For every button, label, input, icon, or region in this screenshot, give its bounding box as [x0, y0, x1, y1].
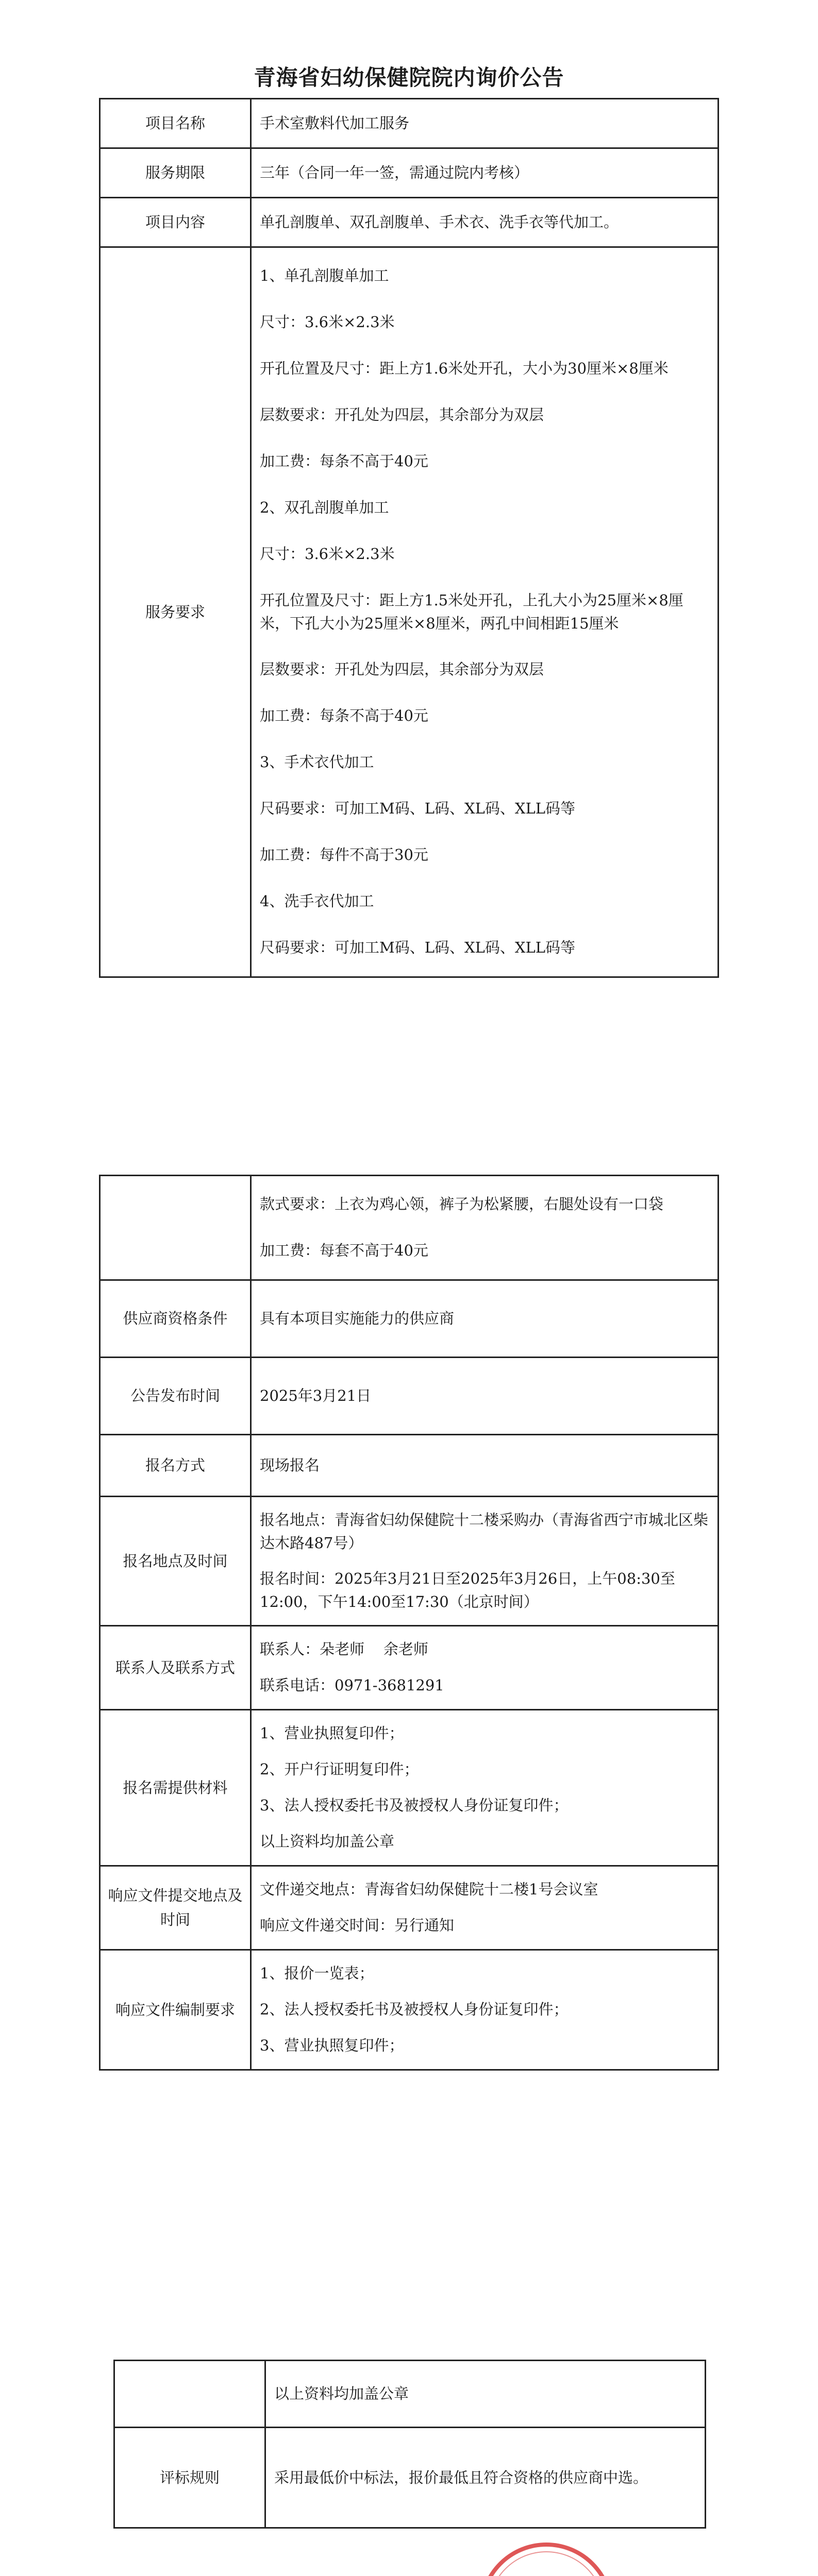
row-label: 报名地点及时间 — [100, 1497, 251, 1626]
row-value — [251, 1497, 719, 1626]
table-row — [100, 1866, 719, 1950]
row-value — [251, 1176, 719, 1280]
row-value — [251, 1280, 719, 1358]
row-label: 服务要求 — [100, 247, 251, 977]
row-line: 现场报名 — [260, 1456, 320, 1474]
row-label: 报名需提供材料 — [100, 1709, 251, 1866]
service-line: 尺寸：3.6米×2.3米 — [260, 313, 395, 331]
row-value — [251, 1866, 719, 1950]
supplier-info-table — [99, 1175, 719, 2071]
table-row — [100, 1435, 719, 1497]
row-label: 响应文件编制要求 — [100, 1950, 251, 2070]
table-row — [100, 1950, 719, 2070]
row-line: 3、法人授权委托书及被授权人身份证复印件； — [260, 1796, 569, 1814]
service-line: 层数要求：开孔处为四层，其余部分为双层 — [260, 406, 544, 423]
table-row — [100, 148, 719, 198]
table-row — [100, 247, 719, 977]
service-line: 开孔位置及尺寸：距上方1.6米处开孔，大小为30厘米×8厘米 — [260, 360, 669, 377]
service-line: 加工费：每件不高于30元 — [260, 845, 428, 863]
row-value — [251, 1625, 719, 1709]
row-value — [251, 1435, 719, 1497]
service-line: 尺寸：3.6米×2.3米 — [260, 545, 395, 563]
service-line: 尺码要求：可加工M码、L码、XL码、XLL码等 — [260, 799, 576, 817]
row-line: 以上资料均加盖公章 — [260, 1832, 395, 1850]
row-line: 1、报价一览表； — [260, 1964, 374, 1982]
evaluation-table — [113, 2360, 706, 2529]
seal-graphic — [483, 2547, 609, 2576]
service-line: 开孔位置及尺寸：距上方1.5米处开孔，上孔大小为25厘米×8厘米，下孔大小为25厘米×8厘米，两孔中间相距15厘米 — [260, 591, 683, 632]
page-title: 青海省妇幼保健院院内询价公告 — [254, 65, 564, 90]
row-line: 3、营业执照复印件； — [260, 2036, 404, 2054]
row-line: 具有本项目实施能力的供应商 — [260, 1309, 455, 1327]
official-seal — [479, 2543, 613, 2576]
cont-line: 款式要求：上衣为鸡心领，裤子为松紧腰，右腿处设有一口袋 — [260, 1195, 664, 1213]
row-label: 服务期限 — [100, 148, 251, 198]
row-label: 项目名称 — [100, 99, 251, 148]
row-value — [251, 1950, 719, 2070]
table-row — [100, 1625, 719, 1709]
row-label — [114, 2361, 265, 2428]
row-label: 公告发布时间 — [100, 1358, 251, 1435]
row-label — [100, 1176, 251, 1280]
table-row — [114, 2361, 706, 2428]
row-value — [251, 1709, 719, 1866]
project-info-table — [99, 98, 719, 978]
table-row — [100, 198, 719, 247]
row-label: 联系人及联系方式 — [100, 1625, 251, 1709]
row-value: 以上资料均加盖公章 — [265, 2361, 706, 2428]
table-row — [100, 99, 719, 148]
table-row — [100, 1497, 719, 1626]
row-label: 供应商资格条件 — [100, 1280, 251, 1358]
row-line: 报名时间：2025年3月21日至2025年3月26日，上午08:30至12:00，下午14:00至17:30（北京时间） — [260, 1569, 675, 1611]
table-row — [100, 1358, 719, 1435]
row-line: 报名地点：青海省妇幼保健院十二楼采购办（青海省西宁市城北区柴达木路487号） — [260, 1511, 709, 1552]
service-requirements — [251, 247, 719, 977]
table-row — [114, 2428, 706, 2528]
row-value: 手术室敷料代加工服务 — [251, 99, 719, 148]
service-line: 加工费：每条不高于40元 — [260, 706, 428, 724]
service-line: 3、手术衣代加工 — [260, 753, 374, 771]
row-label: 项目内容 — [100, 198, 251, 247]
row-line: 联系电话：0971-3681291 — [260, 1676, 444, 1694]
service-line: 4、洗手衣代加工 — [260, 892, 374, 910]
row-label: 响应文件提交地点及时间 — [100, 1866, 251, 1950]
service-line: 2、双孔剖腹单加工 — [260, 499, 389, 516]
row-label: 报名方式 — [100, 1435, 251, 1497]
row-line: 1、营业执照复印件； — [260, 1724, 404, 1742]
row-line: 2025年3月21日 — [260, 1386, 372, 1404]
row-line: 2、法人授权委托书及被授权人身份证复印件； — [260, 2000, 569, 2018]
row-label: 评标规则 — [114, 2428, 265, 2528]
service-line: 尺码要求：可加工M码、L码、XL码、XLL码等 — [260, 938, 576, 956]
row-line: 联系人：朵老师 余老师 — [260, 1640, 428, 1658]
table-row — [100, 1709, 719, 1866]
table-row — [100, 1280, 719, 1358]
row-value: 三年（合同一年一签，需通过院内考核） — [251, 148, 719, 198]
service-line: 1、单孔剖腹单加工 — [260, 267, 389, 284]
row-line: 2、开户行证明复印件； — [260, 1760, 419, 1778]
cont-line: 加工费：每套不高于40元 — [260, 1242, 428, 1259]
row-line: 响应文件递交时间：另行通知 — [260, 1916, 455, 1934]
row-value: 单孔剖腹单、双孔剖腹单、手术衣、洗手衣等代加工。 — [251, 198, 719, 247]
table-row — [100, 1176, 719, 1280]
service-line: 加工费：每条不高于40元 — [260, 452, 428, 470]
service-line: 层数要求：开孔处为四层，其余部分为双层 — [260, 660, 544, 678]
row-value: 采用最低价中标法，报价最低且符合资格的供应商中选。 — [265, 2428, 706, 2528]
row-value — [251, 1358, 719, 1435]
row-line: 文件递交地点：青海省妇幼保健院十二楼1号会议室 — [260, 1880, 598, 1898]
